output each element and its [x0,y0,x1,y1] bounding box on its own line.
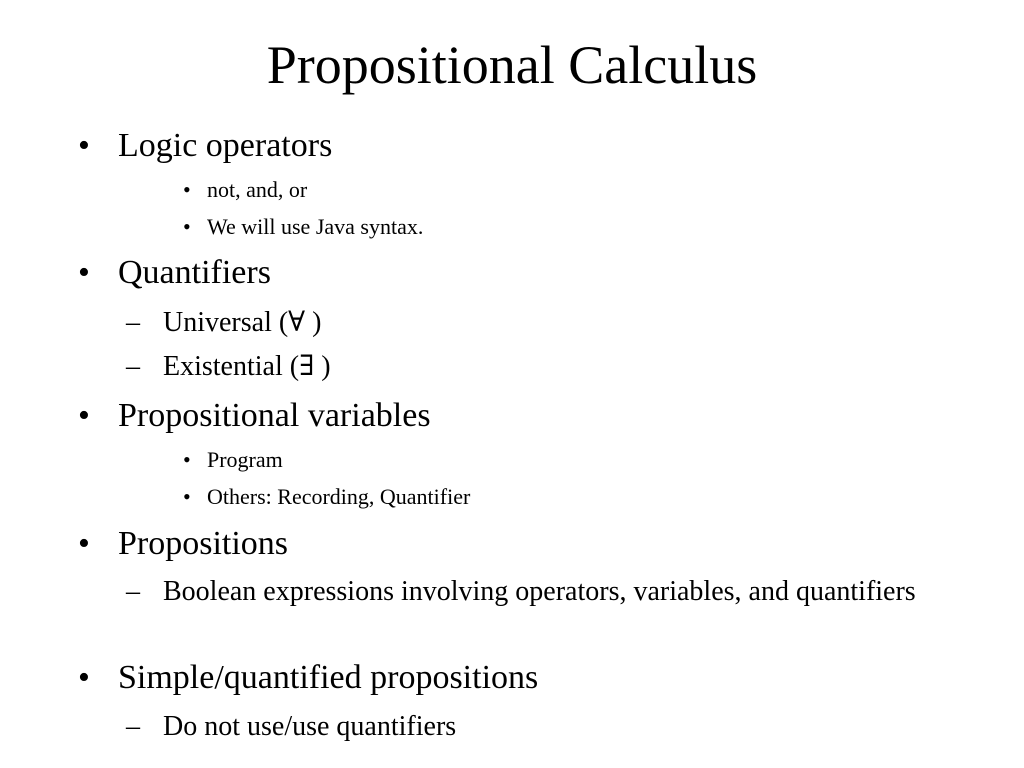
sub-bullet-program [183,446,283,474]
dash-item-text: Existential (∃ ) [163,351,331,382]
sub-bullet-operators-list [183,176,308,204]
bullet-text: Quantifiers [118,254,271,291]
sub-bullet-text: not, and, or [207,177,308,202]
dash-marker: – [126,576,140,607]
sub-bullet-marker: • [183,447,191,472]
dash-marker: – [126,351,140,382]
bullet-marker: • [78,525,90,562]
bullet-propositional-variables [78,396,431,436]
sub-bullet-text: We will use Java syntax. [207,214,424,239]
sub-bullet-marker: • [183,177,191,202]
bullet-marker: • [78,397,90,434]
bullet-quantifiers [78,253,271,293]
bullet-simple-quantified-propositions [78,658,539,698]
bullet-text: Simple/quantified propositions [118,659,539,696]
sub-bullet-others [183,483,471,511]
bullet-marker: • [78,254,90,291]
bullet-marker: • [78,127,90,164]
dash-marker: – [126,711,140,742]
dash-marker: – [126,307,140,338]
sub-bullet-marker: • [183,214,191,239]
slide-title: Propositional Calculus [266,35,758,95]
sub-bullet-marker: • [183,484,191,509]
sub-bullet-java-syntax [183,213,424,241]
bullet-text: Logic operators [118,127,333,164]
dash-item-text: Boolean expressions involving operators, variables, and quantifiers [163,576,916,607]
dash-item-text: Universal (∀ ) [163,307,322,338]
bullet-marker: • [78,659,90,696]
dash-item-quantifier-use [126,708,457,745]
bullet-propositions [78,524,289,564]
dash-item-existential [126,348,331,385]
bullet-text: Propositional variables [118,397,431,434]
dash-item-boolean-expressions [126,573,963,610]
bullet-logic-operators [78,126,333,166]
sub-bullet-text: Others: Recording, Quantifier [207,484,471,509]
dash-item-text: Do not use/use quantifiers [163,711,457,742]
sub-bullet-text: Program [207,447,283,472]
dash-item-universal [126,304,322,341]
bullet-text: Propositions [118,525,289,562]
